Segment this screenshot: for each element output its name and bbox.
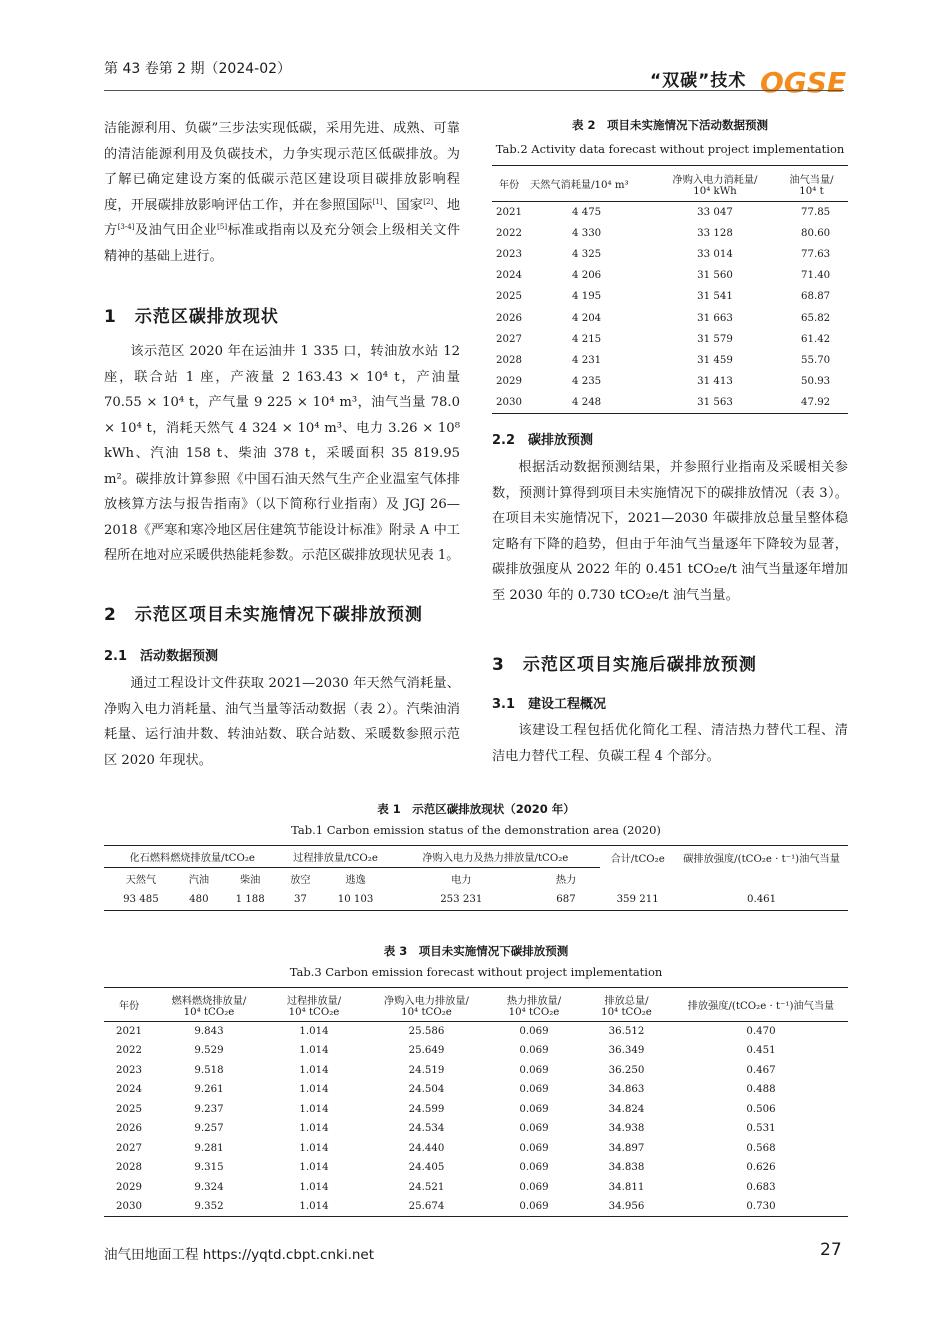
table2-row — [492, 350, 848, 371]
table3-body — [104, 1022, 848, 1217]
table1 — [104, 845, 848, 911]
table3-caption-en: Tab.3 Carbon emission forecast without project implementation — [289, 965, 663, 979]
table3-cell: 24.405 — [408, 1162, 445, 1174]
table3-row — [104, 1197, 848, 1217]
table2-cell: 47.92 — [801, 397, 831, 409]
table3-cell: 1.014 — [299, 1162, 329, 1174]
table3-header — [674, 988, 848, 1022]
table3-row — [104, 1158, 848, 1178]
table2-cell: 77.63 — [801, 248, 831, 260]
table3-cell: 34.897 — [608, 1142, 645, 1154]
table2-row — [492, 223, 848, 244]
table2-cell: 71.40 — [801, 270, 831, 282]
journal-footer: 油气田地面工程 https://yqtd.cbpt.cnki.net — [104, 1247, 375, 1263]
table3-header — [364, 988, 489, 1022]
intro-text: 洁能源利用、负碳”三步法实现低碳，采用先进、成熟、可靠的清洁能源利用及负碳技术，力争实现示范区低碳排放。为了解已确定建设方案的低碳示范区建设项目碳排放影响程度，开展碳排放影响评估工作，并在参照国际[1]、国家[2]、地方[3-4]及油气田企业[5]标准或指南以及充分领会上级相关文件精神的基础上进行。 — [104, 121, 461, 264]
table3-cell: 0.568 — [746, 1142, 776, 1154]
table3-cell: 2028 — [116, 1162, 142, 1174]
table3-header-line: 排放总量/ — [604, 995, 649, 1007]
table2-header-oil-line1: 油气当量/ — [789, 174, 834, 186]
table1-cell: 359 211 — [616, 893, 659, 905]
table2-cell: 77.85 — [801, 206, 831, 218]
section1-text: 该示范区 2020 年在运油井 1 335 口，转油放水站 12 座，联合站 1 座，产液量 2 163.43 × 10⁴ t，产油量 70.55 × 10⁴ t，产气量 9 225 × 10⁴ m³，油气当量 78.0 × 10⁴ t，消耗天然气 4 324 × 10⁴ m³、电力 3.26 × 10⁸ kWh、汽油 158 t、柴油 378 t，采暖面积 35 819.95 m²。碳排放计算参照《中国石油天然气生产企业温室气体排放核算方法与报告指南》（以下简称行业指南）及 JGJ 26—2018《严寒和寒冷地区居住建筑节能设计标准》附录 A 中工程所在地对应采暖供热能耗参数。示范区碳排放现状见表 1。 — [104, 344, 460, 563]
section-label: “双碳”技术 — [650, 71, 747, 91]
table3-cell: 9.281 — [194, 1142, 224, 1154]
table2-cell: 33 047 — [697, 206, 733, 218]
table1-cell: 0.461 — [746, 893, 777, 905]
table2-cell: 4 325 — [572, 248, 602, 260]
section2-2-body — [492, 455, 848, 608]
intro-paragraph — [104, 116, 460, 269]
table3-cell: 1.014 — [299, 1123, 329, 1135]
section3-heading: 3 示范区项目实施后碳排放预测 — [492, 655, 757, 675]
section3-1-heading: 3.1 建设工程概况 — [492, 697, 607, 712]
table2-cell: 31 413 — [697, 376, 733, 388]
table3-header-line: 10⁴ tCO₂e — [508, 1006, 560, 1018]
table3-cell: 2025 — [116, 1103, 142, 1115]
section2-1-body — [104, 671, 460, 773]
table3-cell: 34.838 — [608, 1162, 645, 1174]
table3-cell: 9.324 — [194, 1181, 224, 1193]
table3-cell: 0.069 — [519, 1064, 549, 1076]
section2-2-heading: 2.2 碳排放预测 — [492, 433, 594, 448]
table1-cell: 37 — [293, 893, 307, 905]
table2-cell: 2030 — [496, 397, 522, 409]
table2-cell: 4 330 — [572, 227, 602, 239]
table3-cell: 1.014 — [299, 1045, 329, 1057]
table3-header-line: 过程排放量/ — [286, 995, 342, 1007]
table2-row — [492, 371, 848, 392]
table3-cell: 0.451 — [746, 1045, 776, 1057]
table3-cell: 25.586 — [408, 1026, 445, 1037]
table3-row — [104, 1041, 848, 1061]
table3-cell: 34.863 — [608, 1084, 645, 1096]
table3-cell: 0.467 — [746, 1064, 776, 1076]
table3-cell: 9.315 — [194, 1162, 224, 1174]
table2-cell: 2025 — [496, 291, 522, 303]
table3-cell: 9.352 — [194, 1201, 224, 1212]
table1-sub-gas: 天然气 — [125, 874, 157, 886]
citation-marker[interactable]: [2] — [423, 197, 434, 206]
table3-cell: 0.069 — [519, 1162, 549, 1174]
table3-cell: 36.512 — [608, 1026, 645, 1037]
section2-heading: 2 示范区项目未实施情况下碳排放预测 — [104, 605, 423, 625]
table2-cell: 33 128 — [697, 227, 733, 239]
table2-row — [492, 307, 848, 328]
table3-header-row — [104, 988, 848, 1022]
table3-row — [104, 1100, 848, 1120]
table2-caption-zh: 表 2 项目未实施情况下活动数据预测 — [571, 118, 768, 132]
table3-cell: 24.504 — [408, 1084, 445, 1096]
table1-cell: 10 103 — [337, 893, 374, 905]
table3-cell: 0.069 — [519, 1026, 549, 1037]
table2-cell: 80.60 — [801, 227, 831, 239]
table3-header-line: 10⁴ tCO₂e — [601, 1006, 652, 1018]
table1-cell: 687 — [556, 893, 576, 905]
table1-cell: 253 231 — [440, 893, 483, 905]
table2-cell: 4 235 — [572, 376, 602, 388]
ogse-logo-icon — [760, 66, 848, 96]
table3-cell: 0.069 — [519, 1201, 549, 1212]
table3-cell: 9.257 — [194, 1123, 224, 1135]
table2-cell: 2027 — [496, 333, 522, 345]
table3-cell: 2026 — [116, 1123, 142, 1135]
table2-cell: 31 459 — [697, 354, 733, 366]
table3-cell: 0.069 — [519, 1123, 549, 1135]
table2-cell: 4 206 — [572, 270, 602, 282]
table2-row — [492, 265, 848, 286]
table3-cell: 9.237 — [194, 1103, 224, 1115]
table3-row — [104, 1178, 848, 1198]
table3-cell: 24.534 — [408, 1123, 445, 1135]
table3-caption-zh: 表 3 项目未实施情况下碳排放预测 — [383, 944, 569, 958]
table2-cell: 2022 — [496, 227, 522, 239]
table3-cell: 25.674 — [408, 1201, 445, 1212]
table3-cell: 36.349 — [608, 1045, 645, 1057]
table3-cell: 1.014 — [299, 1142, 329, 1154]
table3-cell: 1.014 — [299, 1181, 329, 1193]
section2-1-text: 通过工程设计文件获取 2021—2030 年天然气消耗量、净购入电力消耗量、油气当量等活动数据（表 2）。汽柴油消耗量、运行油井数、转油站数、联合站数、采暖数参照示范区 2020 年现状。 — [104, 676, 460, 768]
table3-cell: 0.069 — [519, 1084, 549, 1096]
table3-cell: 0.470 — [746, 1026, 776, 1037]
table2-cell: 2029 — [496, 376, 522, 388]
table1-cell: 93 485 — [123, 893, 159, 905]
table2-cell: 4 215 — [572, 333, 602, 345]
table2-cell: 31 541 — [697, 291, 733, 303]
table3-cell: 34.824 — [608, 1103, 645, 1115]
table2-cell: 2023 — [496, 248, 522, 260]
table3-cell: 9.518 — [194, 1064, 224, 1076]
table2-cell: 68.87 — [801, 291, 831, 303]
table1-sub-heat: 热力 — [555, 874, 577, 886]
table3-cell: 2030 — [116, 1201, 142, 1212]
table3-cell: 2022 — [116, 1045, 142, 1057]
table3-header-line: 10⁴ tCO₂e — [288, 1006, 340, 1018]
table3-cell: 1.014 — [299, 1084, 329, 1096]
table2-cell: 31 563 — [697, 397, 733, 409]
table1-group-process: 过程排放量/tCO₂e — [293, 853, 378, 864]
table2-header-power-line1: 净购入电力消耗量/ — [672, 174, 758, 186]
table3-header-line: 10⁴ tCO₂e — [401, 1006, 452, 1018]
table3-cell: 34.938 — [608, 1123, 645, 1135]
table3-header — [154, 988, 264, 1022]
table1-sub-venting: 放空 — [290, 874, 311, 886]
table2-cell: 31 560 — [697, 270, 733, 282]
table3-cell: 2029 — [116, 1181, 142, 1193]
table1-cell: 480 — [189, 893, 209, 905]
table3-header — [579, 988, 674, 1022]
table2-row — [492, 202, 848, 223]
table2-cell: 4 231 — [572, 354, 602, 366]
table3-row — [104, 1080, 848, 1100]
table3-cell: 1.014 — [299, 1064, 329, 1076]
table3-cell: 34.956 — [608, 1201, 645, 1212]
table2-header-oil-line2: 10⁴ t — [799, 185, 824, 197]
table3-cell: 36.250 — [608, 1064, 645, 1076]
table1-sub-diesel: 柴油 — [240, 874, 261, 886]
page-number: 27 — [820, 1240, 842, 1260]
table1-sub-power: 电力 — [451, 874, 472, 886]
table2-row — [492, 244, 848, 265]
table3-cell: 2023 — [116, 1064, 142, 1076]
table2-header-oil — [775, 166, 848, 202]
table3-cell: 2024 — [116, 1084, 142, 1096]
table2-body — [492, 202, 848, 414]
table3-row — [104, 1119, 848, 1139]
table3-header — [104, 988, 154, 1022]
table3-row — [104, 1022, 848, 1042]
table3-header-line: 10⁴ tCO₂e — [183, 1006, 235, 1018]
table2-cell: 4 475 — [572, 206, 602, 218]
table2-cell: 2028 — [496, 354, 522, 366]
table1-value-row — [104, 889, 848, 911]
table3-cell: 0.626 — [746, 1162, 776, 1174]
table2-cell: 2026 — [496, 312, 522, 324]
table3-row — [104, 1061, 848, 1081]
table2-row — [492, 329, 848, 350]
section2-2-text: 根据活动数据预测结果，并参照行业指南及采暖相关参数，预测计算得到项目未实施情况下的碳排放情况（表 3）。在项目未实施情况下，2021—2030 年碳排放总量呈整体稳定略有下降的趋势，但由于年油气当量逐年下降较为显著，碳排放强度从 2022 年的 0.451 tCO₂e/t 油气当量逐年增加至 2030 年的 0.730 tCO₂e/t 油气当量。 — [492, 460, 848, 603]
table3-cell: 0.683 — [746, 1181, 776, 1193]
table3-header-line: 年份 — [118, 1001, 140, 1012]
table3-header-line: 燃料燃烧排放量/ — [171, 995, 247, 1007]
table2-header-gas: 天然气消耗量/10⁴ m³ — [530, 180, 629, 191]
table3-cell: 0.488 — [746, 1084, 776, 1096]
table3-header-line: 排放强度/(tCO₂e · t⁻¹)油气当量 — [687, 1001, 835, 1012]
table2-cell: 2024 — [496, 270, 522, 282]
table1-group-fossil: 化石燃料燃烧排放量/tCO₂e — [129, 853, 255, 864]
table3-cell: 2027 — [116, 1142, 142, 1154]
table2-row — [492, 286, 848, 307]
table2-cell: 33 014 — [697, 248, 733, 260]
table3-header — [489, 988, 579, 1022]
table3 — [104, 987, 848, 1217]
journal-issue: 第 43 卷第 2 期（2024-02） — [104, 61, 292, 77]
table1-cell: 1 188 — [235, 893, 265, 905]
table3-cell: 0.069 — [519, 1103, 549, 1115]
table3-cell: 24.519 — [408, 1064, 445, 1076]
table1-group-power-heat: 净购入电力及热力排放量/tCO₂e — [422, 853, 569, 864]
section1-body — [104, 339, 460, 569]
citation-marker[interactable]: [1] — [372, 197, 383, 206]
table2-cell: 31 663 — [697, 312, 733, 324]
table3-cell: 0.506 — [746, 1103, 776, 1115]
table3-cell: 24.440 — [408, 1142, 445, 1154]
table3-cell: 0.069 — [519, 1142, 549, 1154]
logo-lettering: OGSE — [760, 66, 847, 96]
table3-header-line: 热力排放量/ — [506, 995, 562, 1007]
table3-cell: 0.069 — [519, 1045, 549, 1057]
table3-cell: 9.843 — [194, 1026, 224, 1037]
table3-cell: 9.529 — [194, 1045, 224, 1057]
table1-sub-gasoline: 汽油 — [188, 874, 210, 886]
table1-caption-en: Tab.1 Carbon emission status of the demonstration area (2020) — [291, 823, 661, 837]
section3-1-body — [492, 718, 848, 769]
table2-header-year: 年份 — [498, 180, 520, 191]
table2-cell: 4 204 — [572, 312, 602, 324]
table1-group-total: 合计/tCO₂e — [610, 854, 665, 865]
table3-header — [264, 988, 364, 1022]
table2-cell: 2021 — [496, 206, 522, 218]
table3-cell: 34.811 — [608, 1181, 645, 1193]
table2-header-power-line2: 10⁴ kWh — [693, 185, 737, 197]
table3-cell: 9.261 — [194, 1084, 224, 1096]
table2-row — [492, 392, 848, 413]
section3-1-text: 该建设工程包括优化简化工程、清洁热力替代工程、清洁电力替代工程、负碳工程 4 个部分。 — [492, 723, 848, 764]
table2-cell: 31 579 — [697, 333, 733, 345]
section2-1-heading: 2.1 活动数据预测 — [104, 649, 219, 664]
table2-cell: 55.70 — [801, 354, 831, 366]
header-rule — [104, 90, 844, 91]
table3-cell: 0.069 — [519, 1181, 549, 1193]
table2-cell: 4 248 — [572, 397, 602, 409]
table3-cell: 0.730 — [746, 1201, 776, 1212]
table2 — [492, 165, 848, 414]
section1-heading: 1 示范区碳排放现状 — [104, 307, 279, 327]
table2-caption-en: Tab.2 Activity data forecast without project implementation — [495, 142, 845, 156]
table1-caption-zh: 表 1 示范区碳排放现状（2020 年） — [377, 802, 575, 816]
table3-header-line: 净购入电力排放量/ — [384, 995, 469, 1007]
table3-cell: 1.014 — [299, 1026, 329, 1037]
table3-cell: 1.014 — [299, 1201, 329, 1212]
citation-marker[interactable]: [5] — [217, 223, 228, 231]
table3-cell: 0.531 — [746, 1123, 776, 1135]
table3-cell: 1.014 — [299, 1103, 329, 1115]
table1-sub-fugitive: 逃逸 — [345, 874, 366, 886]
table3-cell: 24.599 — [408, 1103, 445, 1115]
table3-cell: 25.649 — [408, 1045, 445, 1057]
table3-cell: 24.521 — [408, 1181, 445, 1193]
table1-group-intensity: 碳排放强度/(tCO₂e · t⁻¹)油气当量 — [683, 854, 840, 865]
table2-cell: 61.42 — [801, 333, 831, 345]
journal-logo — [760, 66, 848, 96]
table2-header-power — [655, 166, 775, 202]
table3-row — [104, 1139, 848, 1159]
table2-cell: 65.82 — [801, 312, 831, 324]
citation-marker[interactable]: [3-4] — [117, 223, 135, 231]
table2-cell: 50.93 — [801, 376, 831, 388]
table2-cell: 4 195 — [572, 291, 602, 303]
table3-cell: 2021 — [116, 1026, 142, 1037]
